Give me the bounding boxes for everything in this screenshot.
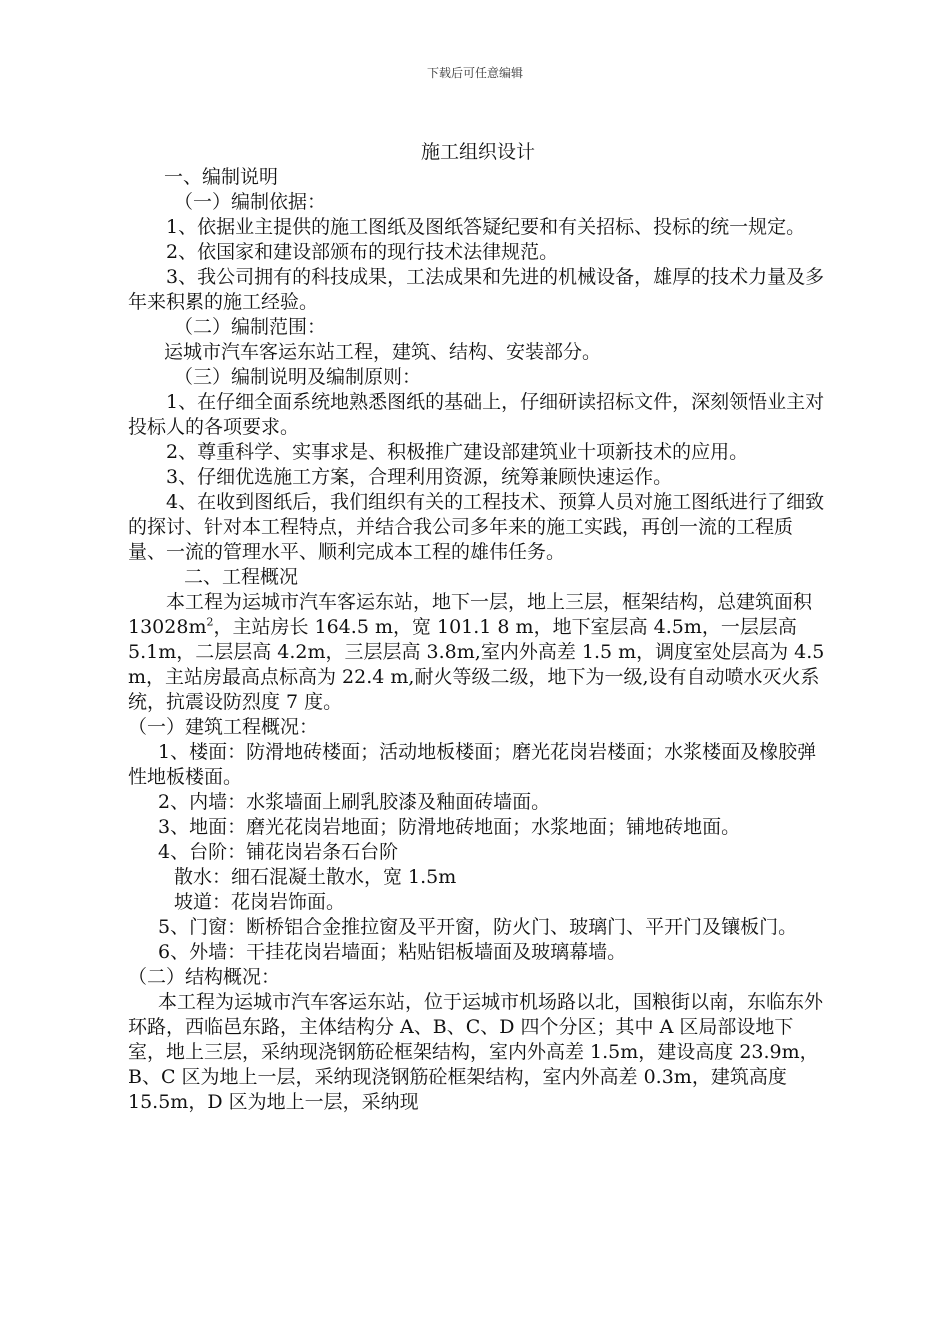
section-compilation-notes (128, 165, 828, 590)
paragraph: 2、依国家和建设部颁布的现行技术法律规范。 (166, 241, 559, 263)
paragraph: 4、台阶：铺花岗岩条石台阶 (158, 841, 399, 863)
paragraph: 二、工程概况 (184, 566, 299, 588)
paragraph: （二）结构概况： (128, 966, 281, 988)
paragraph: 散水：细石混凝土散水，宽 1.5m (174, 866, 457, 888)
page-header: 下载后可任意编辑 (426, 66, 523, 80)
paragraph: 5、门窗：断桥铝合金推拉窗及平开窗，防火门、玻璃门、平开门及镶板门。 (158, 916, 798, 938)
paragraph: （二）编制范围： (174, 316, 327, 338)
paragraph: 一、编制说明 (164, 166, 279, 188)
paragraph: 1、依据业主提供的施工图纸及图纸答疑纪要和有关招标、投标的统一规定。 (166, 216, 806, 238)
overview-paragraph (128, 590, 831, 715)
section-building-structure (128, 715, 828, 1115)
paragraph: （一）编制依据： (174, 191, 327, 213)
overview-text-b: ，主站房长 164.5 m，宽 101.1 8 m，地下室层高 4.5m，一层层高 5.1m，二层层高 4.2m，三层层高 3.8m,室内外高差 1.5 m，调度室处层高为 4.5 m，主站房最高点标高为 22.4 m,耐火等级二级，地下为一级,设有自动喷水灭火系统，抗震设防烈度 7 度。 (128, 616, 831, 713)
paragraph: 6、外墙：干挂花岗岩墙面；粘贴铝板墙面及玻璃幕墙。 (158, 941, 627, 963)
document-body (128, 140, 831, 1115)
paragraph: 2、尊重科学、实事求是、积极推广建设部建筑业十项新技术的应用。 (166, 441, 749, 463)
paragraph: 1、在仔细全面系统地熟悉图纸的基础上，仔细研读招标文件，深刻领悟业主对投标人的各项要求。 (128, 391, 825, 438)
paragraph: 运城市汽车客运东站工程，建筑、结构、安装部分。 (164, 341, 602, 363)
paragraph: 4、在收到图纸后，我们组织有关的工程技术、预算人员对施工图纸进行了细致的探讨、针对本工程特点，并结合我公司多年来的施工实践，再创一流的工程质量、一流的管理水平、顺利完成本工程的雄伟任务。 (128, 491, 825, 563)
superscript-2: 2 (206, 615, 214, 629)
paragraph: （三）编制说明及编制原则： (174, 366, 422, 388)
paragraph: 坡道：花岗岩饰面。 (174, 891, 346, 913)
paragraph: 本工程为运城市汽车客运东站，位于运城市机场路以北，国粮街以南，东临东外环路，西临邑东路，主体结构分 A、B、C、D 四个分区；其中 A 区局部设地下室，地上三层，采纳现浇钢筋砼框架结构，室内外高差 1.5m，建设高度 23.9m，B、C 区为地上一层，采纳现浇钢筋砼框架结构，室内外高差 0.3m，建筑高度 15.5m，D 区为地上一层，采纳现 (128, 991, 824, 1113)
overview-text-a: 本工程为运城市汽车客运东站，地下一层，地上三层，框架结构，总建筑面积 13028m (128, 591, 819, 638)
paragraph: 3、仔细优选施工方案，合理利用资源，统筹兼顾快速运作。 (166, 466, 673, 488)
paragraph: 2、内墙：水浆墙面上刷乳胶漆及釉面砖墙面。 (158, 791, 551, 813)
paragraph: 1、楼面：防滑地砖楼面；活动地板楼面；磨光花岗岩楼面；水浆楼面及橡胶弹性地板楼面。 (128, 741, 817, 788)
paragraph: 3、地面：磨光花岗岩地面；防滑地砖地面；水浆地面；铺地砖地面。 (158, 816, 741, 838)
paragraph: 3、我公司拥有的科技成果，工法成果和先进的机械设备，雄厚的技术力量及多年来积累的施工经验。 (128, 266, 825, 313)
paragraph: （一）建筑工程概况： (128, 716, 319, 738)
document-title: 施工组织设计 (420, 141, 535, 163)
